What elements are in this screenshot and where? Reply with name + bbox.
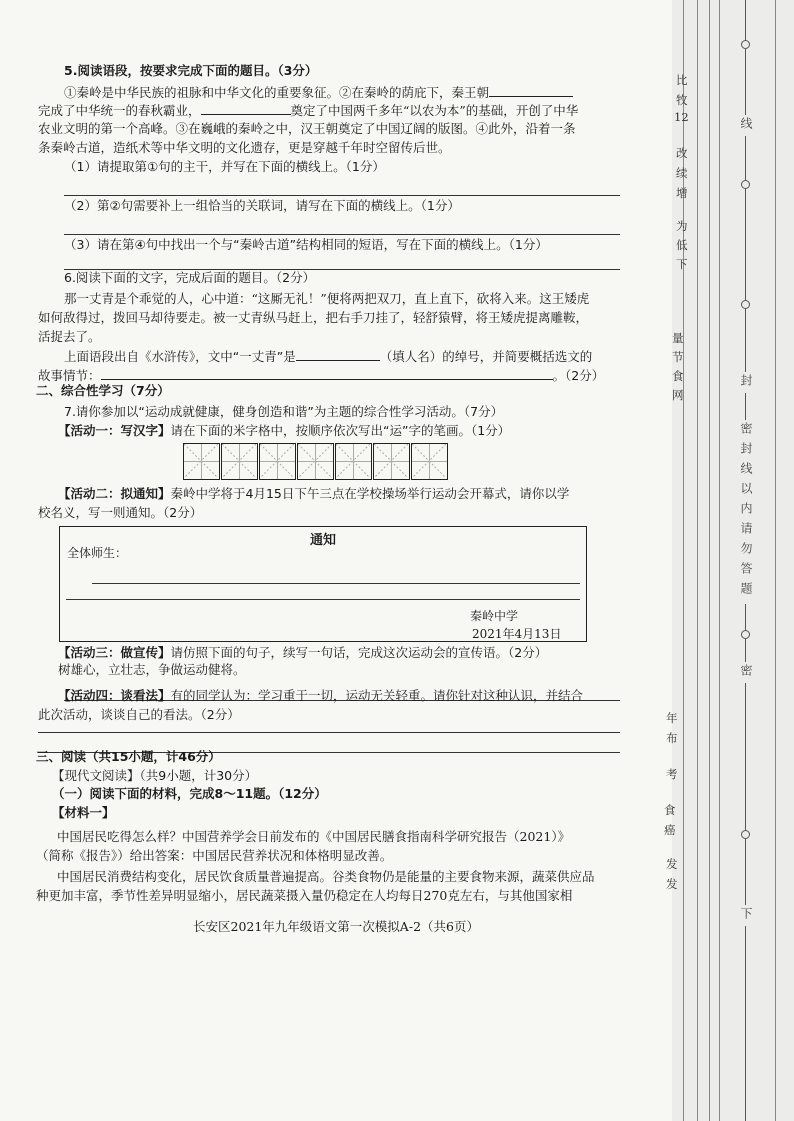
material-1-label: 【材料一】 [52,805,115,820]
q6-passage-line2: 如何敌得过，拨回马却待要走。被一丈青纵马赶上，把右手刀挂了，轻舒猿臂，将王矮虎提离雕鞍， [38,310,589,325]
margin-text: 布 [666,731,678,745]
material-1-line3: 中国居民消费结构变化，居民饮食质量普遍提高。谷类食物仍是能量的主要食物来源，蔬菜供应品 [57,869,595,884]
margin-text: 发 [666,877,678,891]
material-1-line1: 中国居民吃得怎么样？中国营养学会日前发布的《中国居民膳食指南科学研究报告（2021）》 [57,829,571,844]
seal-circle-icon [741,630,750,639]
margin-rule [775,0,776,1121]
notice-box [59,526,587,642]
section-2-title: 二、综合性学习（7分） [36,383,170,398]
margin-text: 比 [676,73,688,87]
margin-text: 低 [676,238,688,252]
seal-circle-icon [741,40,750,49]
seal-label-xia: 下 [739,907,753,924]
q5-sub3: （3）请在第④句中找出一个与“秦岭古道”结构相同的短语，写在下面的横线上。（1分） [64,237,548,252]
margin-text: 量 [672,331,684,345]
activity-4-answer-line-1[interactable] [38,732,620,733]
q5-para-line2: 完成了中华统一的春秋霸业， 奠定了中国两千多年“以农为本”的基础，开创了中华 [38,103,579,118]
activity-4-line1: 【活动四：谈看法】有的同学认为：学习重于一切，运动无关轻重。请你针对这种认识，并结合 [58,688,584,703]
q6-title: 6.阅读下面的文字，完成后面的题目。（2分） [64,270,316,285]
margin-text: 增 [676,186,688,200]
activity-2-line2: 校名义，写一则通知。（2分） [38,505,203,520]
margin-rule [719,0,720,1121]
section-3-title: 三、阅读（共15小题，计46分） [36,749,221,764]
mizi-cell[interactable] [335,443,372,480]
mizi-cell[interactable] [373,443,410,480]
margin-text: 年 [666,711,678,725]
cell-diagonals-icon [222,444,256,478]
notice-title: 通知 [309,533,336,548]
q6-passage-line3: 活捉去了。 [38,329,101,344]
seal-circle-icon [741,300,750,309]
margin-text: 发 [666,857,678,871]
q6-passage-line1: 那一丈青是个乖觉的人，心中道：“这厮无礼！”便将两把双刀，直上直下，砍将入来。这王矮虎 [64,291,590,306]
notice-write-line-2[interactable] [66,599,580,600]
margin-text: 食 [672,369,684,383]
cell-diagonals-icon [298,444,332,478]
margin-text: 癌 [664,823,676,837]
mizi-cell[interactable] [411,443,448,480]
q5-para-line3: 农业文明的第一个高峰。③在巍峨的秦岭之中，汉王朝奠定了中国辽阔的版图。④此外，沿着一条 [38,121,576,136]
margin-text: 下 [676,257,688,271]
seal-label-feng: 封 [739,374,753,391]
mizi-grid [183,443,449,480]
material-1-line4: 种更加丰富，季节性差异明显缩小，居民蔬菜摄入量仍稳定在人均每日270克左右，与其他国家相 [36,888,573,903]
q5-para-line1: ①秦岭是中华民族的祖脉和中华文化的重要象征。②在秦岭的荫庇下，秦王朝 [64,84,573,101]
margin-text: 考 [666,767,678,781]
q6-ask-line1: 上面语段出自《水浒传》，文中“一丈青”是 （填人名）的绰号，并简要概括选文的 [64,349,593,364]
mizi-cell[interactable] [183,443,220,480]
cell-diagonals-icon [260,444,294,478]
margin-rule [709,0,710,1121]
cell-diagonals-icon [412,444,446,478]
mizi-cell[interactable] [221,443,258,480]
q5-title: 5.阅读语段，按要求完成下面的题目。（3分） [64,63,318,78]
margin-text: 12 [674,110,689,124]
seal-notice-text: 密封线以内请勿答题 [739,422,753,602]
margin-text: 为 [676,219,688,233]
cell-diagonals-icon [374,444,408,478]
activity-4-line2: 此次活动，谈谈自己的看法。（2分） [38,707,240,722]
margin-text: 改 [676,146,688,160]
seal-circle-icon [741,180,750,189]
notice-date: 2021年4月13日 [472,627,562,641]
part-1-title: （一）阅读下面的材料，完成8～11题。（12分） [52,786,327,801]
q5-sub1: （1）请提取第①句的主干，并写在下面的横线上。（1分） [64,159,385,174]
activity-1: 【活动一：写汉字】请在下面的米字格中，按顺序依次写出“运”字的笔画。（1分） [58,423,511,438]
margin-text: 牧 [676,93,688,107]
activity-3: 【活动三：做宣传】请仿照下面的句子，续写一句话，完成这次运动会的宣传语。（2分） [58,645,548,660]
notice-signature: 秦岭中学 [470,609,519,623]
margin-text: 食 [664,803,676,817]
cell-diagonals-icon [184,444,218,478]
margin-text: 续 [676,166,688,180]
page-footer: 长安区2021年九年级语文第一次模拟A-2（共6页） [193,919,479,934]
activity-3-example: 树雄心，立壮志，争做运动健将。 [58,662,246,677]
modern-reading-title: 【现代文阅读】（共9小题，计30分） [52,768,258,783]
seal-circle-icon [741,830,750,839]
material-1-line2: （简称《报告》）给出答案：中国居民营养状况和体格明显改善。 [36,848,393,863]
margin-rule [697,0,698,1121]
margin-text: 网 [672,388,684,402]
mizi-cell[interactable] [297,443,334,480]
q5-sub2: （2）第②句需要补上一组恰当的关联词，请写在下面的横线上。（1分） [64,198,460,213]
q5-answer-line-1[interactable] [64,195,620,196]
mizi-cell[interactable] [259,443,296,480]
q5-answer-line-2[interactable] [64,234,620,235]
margin-text: 节 [672,350,684,364]
q7-title: 7.请你参加以“运动成就健康，健身创造和谐”为主题的综合性学习活动。（7分） [64,404,504,419]
activity-2-line1: 【活动二：拟通知】秦岭中学将于4月15日下午三点在学校操场举行运动会开幕式，请你以学 [58,486,570,501]
seal-label-xian: 线 [739,117,753,134]
notice-write-line-1[interactable] [92,583,580,584]
q6-ask-line2: 故事情节： 。（2分） [38,368,605,383]
notice-greeting: 全体师生： [67,546,128,560]
seal-label-mi: 密 [739,664,753,681]
cell-diagonals-icon [336,444,370,478]
binding-margin [664,0,794,1121]
q5-para-line4: 条秦岭古道，造纸术等中华文明的文化遗存，更是穿越千年时空留传后世。 [38,140,451,155]
